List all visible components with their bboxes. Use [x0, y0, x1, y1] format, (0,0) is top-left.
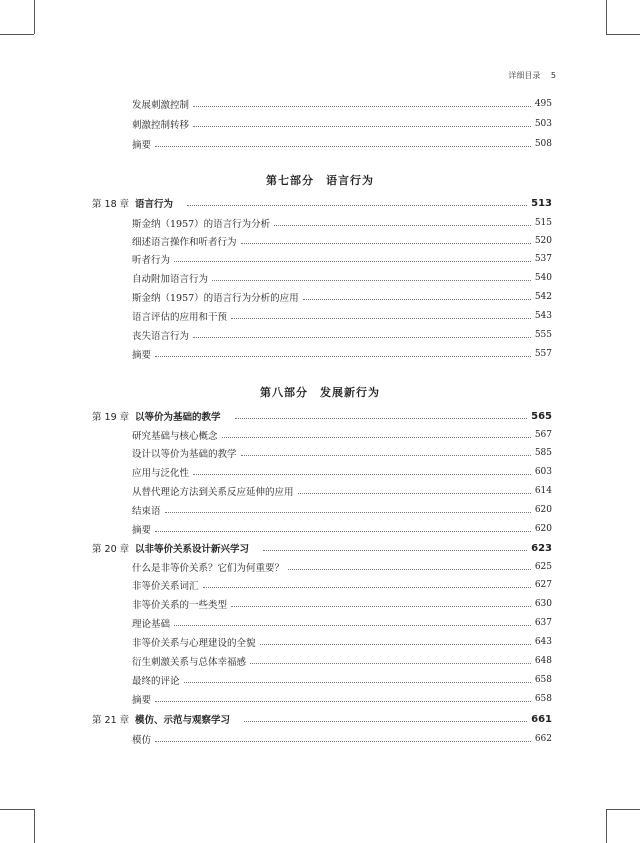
toc-entry-row[interactable]	[92, 97, 552, 111]
dot-leader	[193, 473, 531, 475]
entry-title: 模仿	[132, 735, 152, 746]
entry-title: 非等价关系词汇	[132, 581, 199, 592]
dot-leader	[244, 720, 527, 722]
entry-title: 语言行为	[135, 199, 174, 210]
page-number: 658	[534, 694, 552, 704]
entry-title: 研究基础与核心概念	[132, 431, 218, 442]
dot-leader	[187, 204, 527, 206]
page-number: 508	[534, 139, 552, 149]
toc-entry-row[interactable]	[92, 503, 552, 517]
entry-title: 斯金纳（1957）的语言行为分析的应用	[132, 293, 299, 304]
toc-entry-row[interactable]	[92, 692, 552, 706]
dot-leader	[231, 317, 531, 319]
entry-title: 应用与泛化性	[132, 468, 190, 479]
page-number: 630	[534, 599, 552, 609]
page-number: 537	[534, 254, 552, 264]
toc-entry-row[interactable]	[92, 578, 552, 592]
part-title: 发展新行为	[320, 386, 380, 399]
entry-title: 结束语	[132, 506, 161, 517]
crop-mark-top-right-h	[606, 34, 640, 35]
page-number: 623	[531, 542, 552, 554]
toc-entry-row[interactable]	[92, 234, 552, 248]
entry-title: 非等价关系与心理建设的全貌	[132, 638, 256, 649]
entry-title: 细述语言操作和听者行为	[132, 237, 237, 248]
dot-leader	[184, 681, 531, 683]
entry-title: 理论基础	[132, 619, 171, 630]
page-number: 540	[534, 273, 552, 283]
toc-entry-row[interactable]	[92, 616, 552, 630]
dot-leader	[274, 224, 531, 226]
dot-leader	[193, 105, 531, 107]
dot-leader	[155, 145, 531, 147]
dot-leader	[235, 417, 528, 419]
toc-entry-row[interactable]	[92, 465, 552, 479]
crop-mark-top-left-v	[34, 0, 35, 34]
entry-title: 什么是非等价关系？它们为何重要？	[132, 563, 285, 574]
entry-title: 自动附加语言行为	[132, 274, 209, 285]
page-number: 620	[534, 524, 552, 534]
chapter-number: 第 18 章	[92, 199, 130, 210]
toc-entry-row[interactable]	[92, 428, 552, 442]
entry-title: 模仿、示范与观察学习	[135, 715, 231, 726]
page-number: 520	[534, 236, 552, 246]
dot-leader	[303, 298, 531, 300]
dot-leader	[298, 492, 531, 494]
dot-leader	[155, 530, 531, 532]
running-head-title: 详细目录	[508, 71, 541, 80]
crop-mark-top-left-h	[0, 34, 34, 35]
page-number: 637	[534, 618, 552, 628]
part-heading-8	[0, 384, 640, 400]
page-number: 658	[534, 675, 552, 685]
dot-leader	[203, 586, 531, 588]
toc-chapter-row[interactable]	[92, 409, 552, 423]
entry-title: 发展刺激控制	[132, 100, 190, 111]
running-head-page: 5	[550, 71, 556, 80]
entry-title: 以等价为基础的教学	[135, 412, 221, 423]
entry-title: 设计以等价为基础的教学	[132, 449, 237, 460]
dot-leader	[174, 260, 531, 262]
dot-leader	[165, 511, 531, 513]
toc-entry-row[interactable]	[92, 484, 552, 498]
dot-leader	[288, 568, 531, 570]
dot-leader	[212, 279, 531, 281]
dot-leader	[260, 643, 531, 645]
chapter-number: 第 19 章	[92, 412, 130, 423]
page-number: 495	[534, 99, 552, 109]
entry-title: 摘要	[132, 695, 152, 706]
crop-mark-bottom-left-h	[0, 809, 34, 810]
toc-entry-row[interactable]	[92, 635, 552, 649]
crop-mark-bottom-right-v	[606, 809, 607, 843]
page-number: 515	[534, 218, 552, 228]
toc-entry-row[interactable]	[92, 271, 552, 285]
part-label: 第七部分	[266, 174, 314, 187]
running-head	[508, 70, 556, 81]
dot-leader	[155, 700, 531, 702]
toc-entry-row[interactable]	[92, 309, 552, 323]
toc-entry-row[interactable]	[92, 522, 552, 536]
toc-chapter-row[interactable]	[92, 541, 552, 555]
part-label: 第八部分	[260, 386, 308, 399]
toc-entry-row[interactable]	[92, 117, 552, 131]
crop-mark-bottom-left-v	[34, 809, 35, 843]
page-number: 513	[531, 197, 552, 209]
page-number: 555	[534, 330, 552, 340]
toc-entry-row[interactable]	[92, 732, 552, 746]
entry-title: 以非等价关系设计新兴学习	[135, 544, 250, 555]
page-number: 603	[534, 467, 552, 477]
entry-title: 摘要	[132, 525, 152, 536]
entry-title: 摘要	[132, 350, 152, 361]
dot-leader	[263, 549, 527, 551]
entry-title: 丧失语言行为	[132, 331, 190, 342]
chapter-number: 第 20 章	[92, 544, 130, 555]
part-heading-7	[0, 172, 640, 188]
chapter-number: 第 21 章	[92, 715, 130, 726]
dot-leader	[155, 355, 531, 357]
dot-leader	[250, 662, 531, 664]
page-number: 643	[534, 637, 552, 647]
dot-leader	[222, 436, 531, 438]
toc-entry-row[interactable]	[92, 446, 552, 460]
toc-entry-row[interactable]	[92, 347, 552, 361]
toc-entry-row[interactable]	[92, 252, 552, 266]
dot-leader	[241, 454, 531, 456]
entry-title: 斯金纳（1957）的语言行为分析	[132, 219, 271, 230]
toc-chapter-row[interactable]	[92, 712, 552, 726]
toc-entry-row[interactable]	[92, 216, 552, 230]
page-number: 585	[534, 448, 552, 458]
toc-entry-row[interactable]	[92, 328, 552, 342]
dot-leader	[193, 125, 531, 127]
page-number: 542	[534, 292, 552, 302]
part-title: 语言行为	[326, 174, 374, 187]
toc-entry-row[interactable]	[92, 673, 552, 687]
entry-title: 从替代理论方法到关系反应延伸的应用	[132, 487, 294, 498]
entry-title: 最终的评论	[132, 676, 180, 687]
page-number: 565	[531, 410, 552, 422]
entry-title: 摘要	[132, 140, 152, 151]
page-number: 567	[534, 430, 552, 440]
toc-entry-row[interactable]	[92, 597, 552, 611]
entry-title: 衍生刺激关系与总体幸福感	[132, 657, 247, 668]
crop-mark-top-right-v	[606, 0, 607, 34]
entry-title: 非等价关系的一些类型	[132, 600, 228, 611]
toc-entry-row[interactable]	[92, 560, 552, 574]
entry-title: 语言评估的应用和干预	[132, 312, 228, 323]
page-number: 543	[534, 311, 552, 321]
toc-chapter-row[interactable]	[92, 196, 552, 210]
dot-leader	[241, 242, 531, 244]
crop-mark-bottom-right-h	[606, 809, 640, 810]
dot-leader	[231, 605, 531, 607]
toc-entry-row[interactable]	[92, 137, 552, 151]
page-number: 662	[534, 734, 552, 744]
page-number: 557	[534, 349, 552, 359]
page-number: 648	[534, 656, 552, 666]
page-number: 614	[534, 486, 552, 496]
page-number: 503	[534, 119, 552, 129]
page-number: 661	[531, 713, 552, 725]
entry-title: 刺激控制转移	[132, 120, 190, 131]
page-number: 625	[534, 562, 552, 572]
page-number: 620	[534, 505, 552, 515]
entry-title: 听者行为	[132, 255, 171, 266]
toc-entry-row[interactable]	[92, 290, 552, 304]
dot-leader	[174, 624, 531, 626]
dot-leader	[155, 740, 531, 742]
page-number: 627	[534, 580, 552, 590]
toc-entry-row[interactable]	[92, 654, 552, 668]
dot-leader	[193, 336, 531, 338]
